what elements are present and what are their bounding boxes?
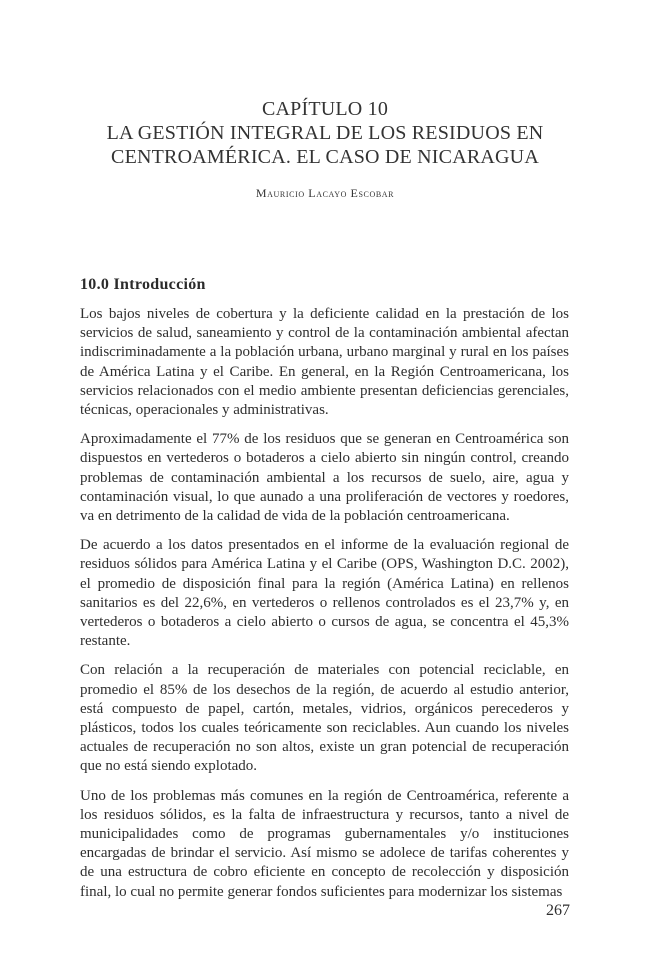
- author-name: Mauricio Lacayo Escobar: [255, 186, 395, 200]
- section-title: 10.0 Introducción: [80, 276, 206, 293]
- paragraph: Aproximadamente el 77% de los residuos que se generan en Centroamérica son dispuestos en vertederos o botaderos a cielo abierto sin ningún control, creando problemas de contaminación ambiental a los recursos de suelo, aire, agua y contaminación visual, lo que aunado a una proliferación de vectores y roedores, va en detrimento de la calidad de vida de la población centroamericana.: [80, 431, 569, 525]
- chapter-heading: [0, 97, 650, 169]
- chapter-title-line-1: LA GESTIÓN INTEGRAL DE LOS RESIDUOS EN: [106, 122, 544, 144]
- chapter-number: CAPÍTULO 10: [261, 98, 389, 120]
- paragraph: Con relación a la recuperación de materiales con potencial reciclable, en promedio el 85% de los desechos de la región, de acuerdo al estudio anterior, está compuesto de papel, cartón, metales, vidrios, orgánicos perecederos y plásticos, todos los cuales teóricamente son reciclables. Aun cuando los niveles actuales de recuperación no son altos, existe un gran potencial de recuperación que no está siendo explotado.: [80, 662, 569, 775]
- paragraph: De acuerdo a los datos presentados en el informe de la evaluación regional de residuos sólidos para América Latina y el Caribe (OPS, Washington D.C. 2002), el promedio de disposición final para la región (América Latina) en rellenos sanitarios es del 22,6%, en vertederos o rellenos controlados es el 23,7% y, en vertederos o botaderos a cielo abierto o cursos de agua, se concentra el 45,3% restante.: [80, 537, 569, 650]
- paragraph: Los bajos niveles de cobertura y la deficiente calidad en la prestación de los servicios de salud, saneamiento y control de la contaminación ambiental afectan indiscriminadamente a la población urbana, urbano marginal y rural en los países de América Latina y el Caribe. En general, en la Región Centroamericana, los servicios relacionados con el medio ambiente presentan deficiencias gerenciales, técnicas, operacionales y administrativas.: [80, 306, 569, 419]
- page-number: 267: [546, 902, 570, 919]
- body-text: [80, 305, 569, 912]
- chapter-title-line-2: CENTROAMÉRICA. EL CASO DE NICARAGUA: [111, 146, 539, 168]
- paragraph: Uno de los problemas más comunes en la región de Centroamérica, referente a los residuos sólidos, es la falta de infraestructura y recursos, tanto a nivel de municipalidades como de programas gubernamentales y/o instituciones encargadas de brindar el servicio. Así mismo se adolece de tarifas coherentes y de una estructura de cobro eficiente en concepto de recolección y disposición final, lo cual no permite generar fondos suficientes para modernizar los sistemas: [80, 787, 569, 900]
